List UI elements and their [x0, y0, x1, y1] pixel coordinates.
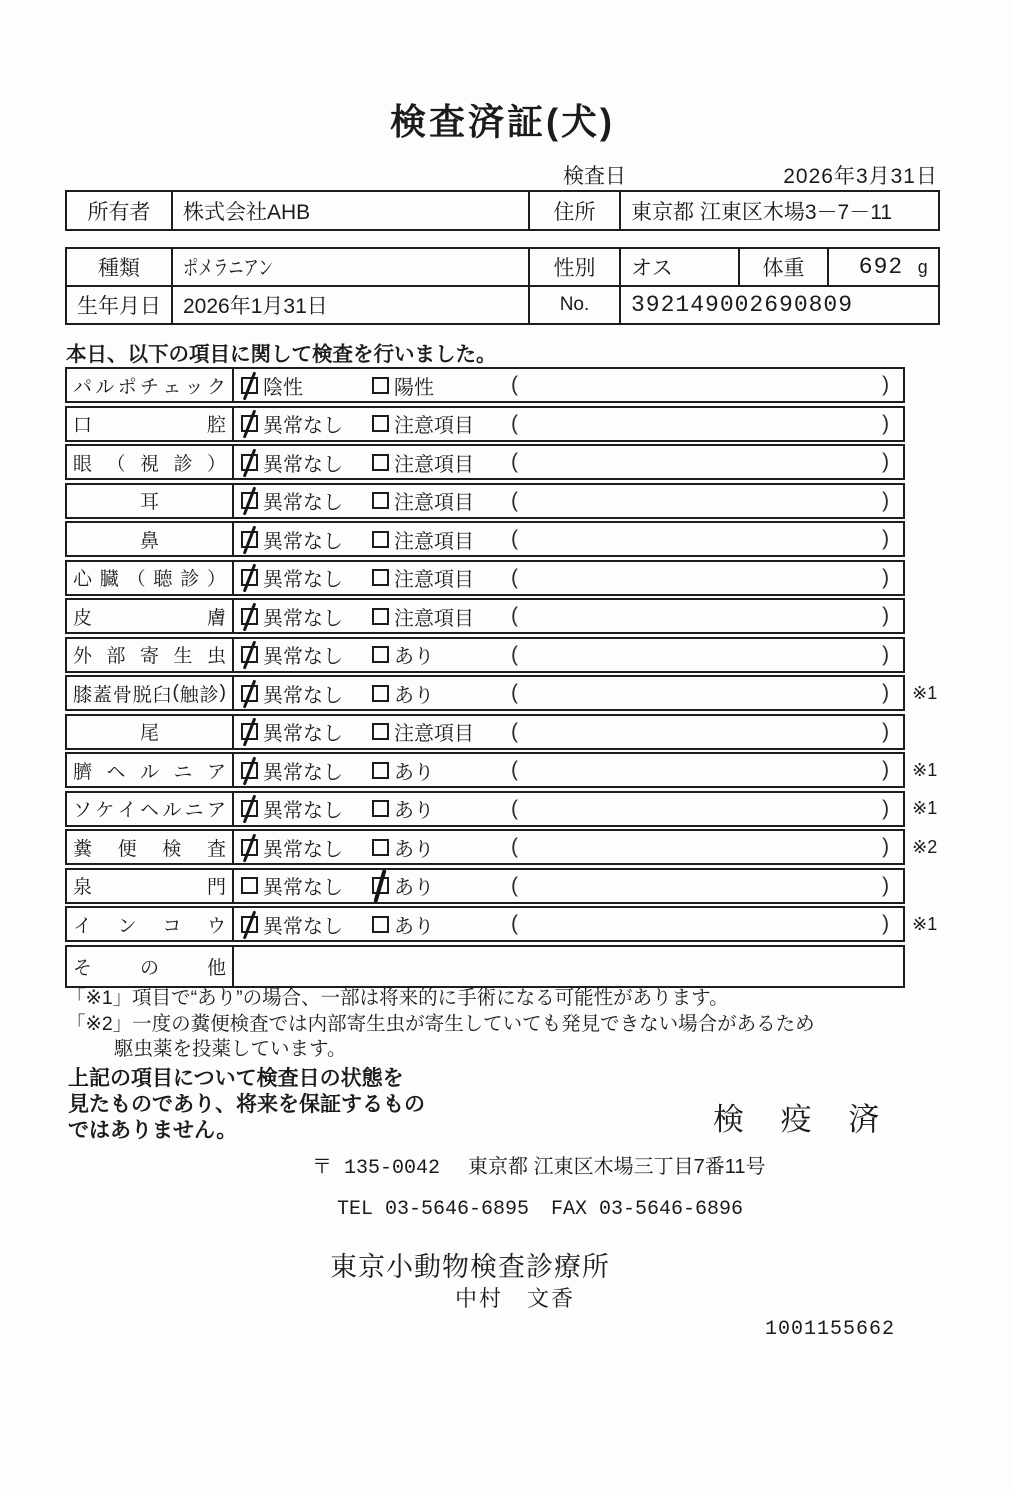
paren-close: ) [882, 681, 890, 704]
note-mark [912, 945, 940, 988]
checkbox-label: 異常なし [263, 607, 343, 630]
result-option-2 [372, 486, 509, 515]
item-name: イ ン コ ウ [67, 908, 234, 940]
result-option-1 [241, 409, 372, 438]
checkbox-label: 注意項目 [394, 530, 474, 553]
result-option-1 [241, 602, 372, 631]
checklist-row [65, 483, 940, 519]
checkbox-label: あり [394, 915, 434, 938]
checklist-row [65, 752, 940, 788]
note-mark: ※1 [912, 798, 938, 818]
checkbox [372, 685, 389, 702]
weight-value: 692 g [828, 248, 939, 286]
checkbox [372, 877, 389, 894]
note-mark [912, 406, 940, 442]
checkbox [241, 800, 258, 817]
checklist-row [65, 791, 940, 827]
item-name: 皮 膚 [67, 600, 234, 632]
note-mark [912, 521, 940, 557]
note-mark [912, 560, 940, 596]
weight-label: 体重 [739, 248, 828, 286]
checkbox [372, 762, 389, 779]
birth-label: 生年月日 [66, 286, 172, 324]
result-option-2 [372, 871, 509, 900]
disclaimer-line: 見たものであり、将来を保証するもの [68, 1093, 425, 1116]
checkbox [241, 492, 258, 509]
result-option-1 [241, 371, 372, 400]
pet-table [65, 247, 940, 325]
note-mark: ※1 [912, 682, 938, 703]
paren-close: ) [882, 411, 890, 435]
result-option-2 [372, 448, 509, 477]
certificate-sheet [65, 0, 940, 1491]
inspection-date-label: 検査日 [563, 165, 626, 188]
checklist-row [65, 945, 940, 988]
clinic-postal-row [312, 1150, 765, 1180]
checkbox [241, 454, 258, 471]
result-option-1 [241, 679, 372, 708]
checkbox-label: 陽性 [394, 376, 434, 399]
breed-value: ポメラニアン [172, 248, 529, 286]
checklist-row [65, 868, 940, 904]
note-mark: ※2 [912, 836, 938, 857]
result-option-1 [241, 448, 372, 477]
item-name: 尾 [67, 716, 234, 748]
no-label: No. [529, 286, 620, 324]
checkbox [241, 685, 258, 702]
inspection-date-value: 2026年3月31日 [783, 165, 938, 188]
checkbox [241, 916, 258, 933]
item-name: ソ ケ イ ヘ ル ニ ア [67, 793, 234, 825]
checkbox-label: 注意項目 [394, 607, 474, 630]
paren-open: ( [511, 835, 518, 858]
quarantine-stamp: 検 疫 済 [713, 1102, 894, 1137]
note-mark [912, 714, 940, 750]
sex-value: オス [620, 248, 739, 286]
checkbox-label: 注意項目 [394, 723, 474, 745]
clinic-address: 東京都 江東区木場三丁目7番11号 [468, 1156, 766, 1178]
result-option-2 [372, 833, 509, 862]
result-option-1 [241, 640, 372, 669]
checkbox [241, 608, 258, 625]
note-mark: ※1 [912, 913, 938, 934]
checkbox [241, 762, 258, 779]
result-option-1 [241, 525, 372, 554]
checkbox-label: 異常なし [263, 492, 343, 514]
footnote-1: 「※1」項目で“あり”の場合、一部は将来的に手術になる可能性があります。 [66, 987, 729, 1009]
checkbox-label: 異常なし [263, 646, 343, 668]
footnotes [66, 986, 815, 1063]
result-option-2 [372, 756, 509, 785]
result-option-1 [241, 794, 372, 823]
paren-close: ) [882, 912, 890, 935]
checkbox [372, 800, 389, 817]
result-option-2 [372, 525, 509, 554]
result-option-1 [241, 717, 372, 746]
checkbox-label: 異常なし [263, 530, 343, 553]
result-option-2 [372, 640, 509, 669]
item-name: 糞 便 検 査 [67, 831, 234, 863]
result-option-1 [241, 910, 372, 939]
vet-name: 中村 文香 [455, 1286, 576, 1311]
checkbox-label: 異常なし [263, 800, 343, 822]
intro-text: 本日、以下の項目に関して検査を行いました。 [66, 343, 497, 366]
checklist [65, 367, 940, 990]
paren-open: ( [511, 796, 518, 820]
checklist-row [65, 637, 940, 673]
checkbox-label: あり [394, 646, 434, 668]
checkbox-label: 注意項目 [394, 453, 474, 476]
serial-number: 1001155662 [765, 1318, 896, 1341]
checklist-row [65, 560, 940, 596]
result-option-1 [241, 871, 372, 900]
checkbox [372, 492, 389, 509]
result-option-2 [372, 409, 509, 438]
paren-close: ) [882, 373, 890, 396]
checkbox-label: 異常なし [263, 915, 343, 938]
weight-unit: g [917, 259, 928, 279]
paren-close: ) [882, 835, 890, 858]
item-name: 口 腔 [67, 408, 234, 440]
paren-open: ( [511, 373, 518, 396]
checklist-row [65, 406, 940, 442]
checklist-row [65, 598, 940, 634]
paren-open: ( [511, 758, 518, 781]
sex-label: 性別 [529, 248, 620, 286]
checkbox [241, 877, 258, 894]
paren-open: ( [511, 565, 518, 589]
paren-open: ( [511, 642, 518, 666]
result-option-2 [372, 717, 509, 746]
item-name: 膝 蓋 骨 脱 臼 ( 触 診 ) [67, 677, 234, 709]
clinic-name: 東京小動物検査診療所 [330, 1252, 610, 1282]
checkbox [372, 723, 389, 740]
paren-close: ) [882, 758, 890, 781]
note-mark [912, 444, 940, 480]
paren-open: ( [511, 527, 518, 550]
checkbox-label: 注意項目 [394, 492, 474, 514]
fax-number: FAX 03-5646-6896 [551, 1198, 744, 1221]
paren-open: ( [511, 604, 518, 627]
checkbox-label: 異常なし [263, 838, 343, 861]
checklist-row [65, 714, 940, 750]
paren-open: ( [511, 719, 518, 743]
checkbox [241, 646, 258, 663]
checkbox-label: あり [394, 761, 434, 784]
paren-open: ( [511, 681, 518, 704]
result-option-2 [372, 371, 509, 400]
no-value: 392149002690809 [620, 286, 939, 324]
checkbox-label: 注意項目 [394, 415, 474, 437]
note-mark: ※1 [912, 759, 938, 780]
checkbox [241, 723, 258, 740]
paren-close: ) [882, 719, 890, 743]
checkbox-label: 異常なし [263, 684, 343, 707]
checkbox-label: 異常なし [263, 723, 343, 745]
paren-open: ( [511, 450, 518, 473]
paren-open: ( [511, 411, 518, 435]
paren-close: ) [882, 796, 890, 820]
checkbox [372, 839, 389, 856]
item-name: 泉 門 [67, 870, 234, 902]
footnote-2: 「※2」一度の糞便検査では内部寄生虫が寄生していても発見できない場合があるため [66, 1012, 815, 1035]
checklist-row [65, 444, 940, 480]
item-name: 眼 （ 視 診 ） [67, 446, 234, 478]
breed-label: 種類 [66, 248, 172, 286]
result-option-2 [372, 563, 509, 592]
paren-open: ( [511, 912, 518, 935]
paren-close: ) [882, 604, 890, 627]
result-option-2 [372, 794, 509, 823]
birth-value: 2026年1月31日 [172, 286, 529, 324]
result-option-2 [372, 910, 509, 939]
checkbox [241, 377, 258, 394]
item-name: 鼻 [67, 523, 234, 555]
result-option-1 [241, 833, 372, 862]
checklist-row [65, 906, 940, 942]
result-option-1 [241, 756, 372, 785]
checkbox [372, 608, 389, 625]
result-option-1 [241, 563, 372, 592]
inspection-date-row [65, 160, 940, 186]
disclaimer-line: ではありません。 [68, 1119, 238, 1142]
address-label: 住所 [529, 191, 620, 230]
checkbox-label: あり [394, 838, 434, 861]
note-mark [912, 868, 940, 904]
note-mark [912, 367, 940, 403]
checkbox [372, 415, 389, 432]
checkbox-label: あり [394, 800, 434, 822]
owner-table [65, 190, 940, 231]
result-option-2 [372, 602, 509, 631]
paren-close: ) [882, 642, 890, 666]
checkbox-label: 異常なし [263, 761, 343, 784]
paren-close: ) [882, 527, 890, 550]
disclaimer-line: 上記の項目について検査日の状態を [68, 1067, 404, 1090]
checkbox-label: 異常なし [263, 415, 343, 437]
page-title: 検査済証(犬) [390, 101, 615, 142]
checkbox-label: 異常なし [263, 569, 343, 591]
checkbox [372, 916, 389, 933]
checklist-row [65, 521, 940, 557]
paren-open: ( [511, 488, 518, 512]
paren-close: ) [882, 450, 890, 473]
checkbox [241, 531, 258, 548]
note-mark [912, 483, 940, 519]
checkbox-label: 異常なし [263, 877, 343, 899]
disclaimer [68, 1066, 425, 1144]
item-name: パ ル ポ チ ェ ッ ク [67, 369, 234, 401]
postal-code: 〒 135-0042 [312, 1157, 441, 1180]
paren-close: ) [882, 488, 890, 512]
owner-value: 株式会社AHB [172, 191, 529, 230]
paren-close: ) [882, 565, 890, 589]
checkbox [372, 377, 389, 394]
checkbox [241, 569, 258, 586]
checkbox-label: 異常なし [263, 453, 343, 476]
item-name: 臍 ヘ ル ニ ア [67, 754, 234, 786]
item-name: 外 部 寄 生 虫 [67, 639, 234, 671]
item-name: そ の 他 [67, 947, 234, 986]
owner-label: 所有者 [66, 191, 172, 230]
checkbox-label: 陰性 [263, 376, 303, 399]
address-value: 東京都 江東区木場3－7－11 [620, 191, 939, 230]
footnote-2-cont: 駆虫薬を投薬しています。 [114, 1038, 347, 1060]
tel-number: TEL 03-5646-6895 [337, 1198, 530, 1221]
checkbox [372, 646, 389, 663]
checkbox [372, 569, 389, 586]
checkbox-label: 注意項目 [394, 569, 474, 591]
item-name: 耳 [67, 485, 234, 517]
note-mark [912, 637, 940, 673]
item-name: 心 臓 （ 聴 診 ） [67, 562, 234, 594]
paren-close: ) [882, 873, 890, 897]
result-option-2 [372, 679, 509, 708]
checkbox-label: あり [394, 877, 434, 899]
checklist-row [65, 829, 940, 865]
checkbox [241, 839, 258, 856]
note-mark [912, 598, 940, 634]
checkbox-label: あり [394, 684, 434, 707]
checkbox [241, 415, 258, 432]
tel-fax-row [337, 1198, 743, 1221]
checkbox [372, 454, 389, 471]
checkbox [372, 531, 389, 548]
result-option-1 [241, 486, 372, 515]
checklist-row [65, 367, 940, 403]
checklist-row [65, 675, 940, 711]
paren-open: ( [511, 873, 518, 897]
